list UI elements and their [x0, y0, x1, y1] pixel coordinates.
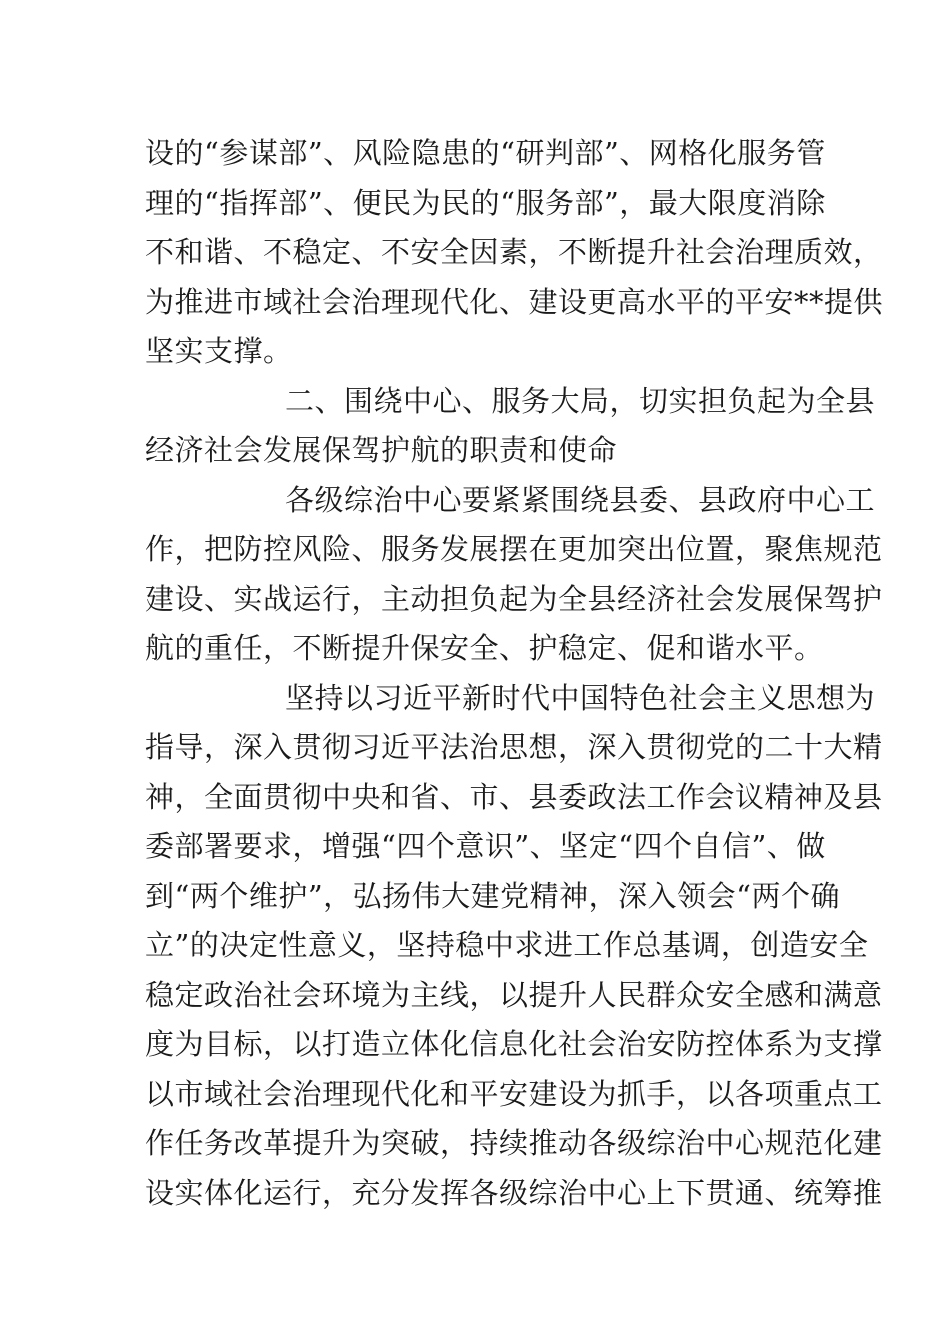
text-line: 航的重任，不断提升保安全、护稳定、促和谐水平。	[145, 631, 824, 665]
text-line: 稳定政治社会环境为主线，以提升人民群众安全感和满意	[145, 977, 883, 1012]
text-line: 立”的决定性意义，坚持稳中求进工作总基调，创造安全	[145, 928, 869, 962]
text-line: 设实体化运行，充分发挥各级综治中心上下贯通、统筹推	[145, 1175, 883, 1210]
text-line: 到“两个维护”，弘扬伟大建党精神，深入领会“两个确	[145, 878, 840, 913]
text-line: 坚持以习近平新时代中国特色社会主义思想为	[285, 680, 876, 715]
text-line: 各级综治中心要紧紧围绕县委、县政府中心工	[285, 482, 876, 517]
document-body	[145, 129, 884, 1218]
paragraph-continued	[145, 129, 884, 377]
text-line: 作，把防控风险、服务发展摆在更加突出位置，聚焦规范	[145, 532, 883, 566]
text-line: 以市域社会治理现代化和平安建设为抓手，以各项重点工	[145, 1076, 883, 1111]
paragraph	[145, 674, 883, 1219]
text-line: 理的“指挥部”、便民为民的“服务部”，最大限度消除	[145, 185, 826, 220]
text-line: 度为目标，以打造立体化信息化社会治安防控体系为支撑	[145, 1027, 883, 1061]
text-line: 神，全面贯彻中央和省、市、县委政法工作会议精神及县	[145, 779, 883, 814]
text-line: 为推进市域社会治理现代化、建设更高水平的平安**提供	[145, 284, 884, 319]
text-line: 建设、实战运行，主动担负起为全县经济社会发展保驾护	[145, 581, 883, 616]
section-heading	[145, 377, 876, 476]
heading-line: 二、围绕中心、服务大局，切实担负起为全县	[285, 383, 876, 418]
paragraph	[145, 476, 883, 674]
text-line: 设的“参谋部”、风险隐患的“研判部”、网格化服务管	[145, 136, 826, 170]
text-line: 指导，深入贯彻习近平法治思想，深入贯彻党的二十大精	[145, 730, 883, 764]
heading-line: 经济社会发展保驾护航的职责和使命	[145, 433, 618, 467]
text-line: 作任务改革提升为突破，持续推动各级综治中心规范化建	[145, 1126, 883, 1160]
text-line: 委部署要求，增强“四个意识”、坚定“四个自信”、做	[145, 829, 826, 863]
text-line: 不和谐、不稳定、不安全因素，不断提升社会治理质效，	[145, 235, 883, 269]
text-line: 坚实支撑。	[145, 334, 293, 368]
